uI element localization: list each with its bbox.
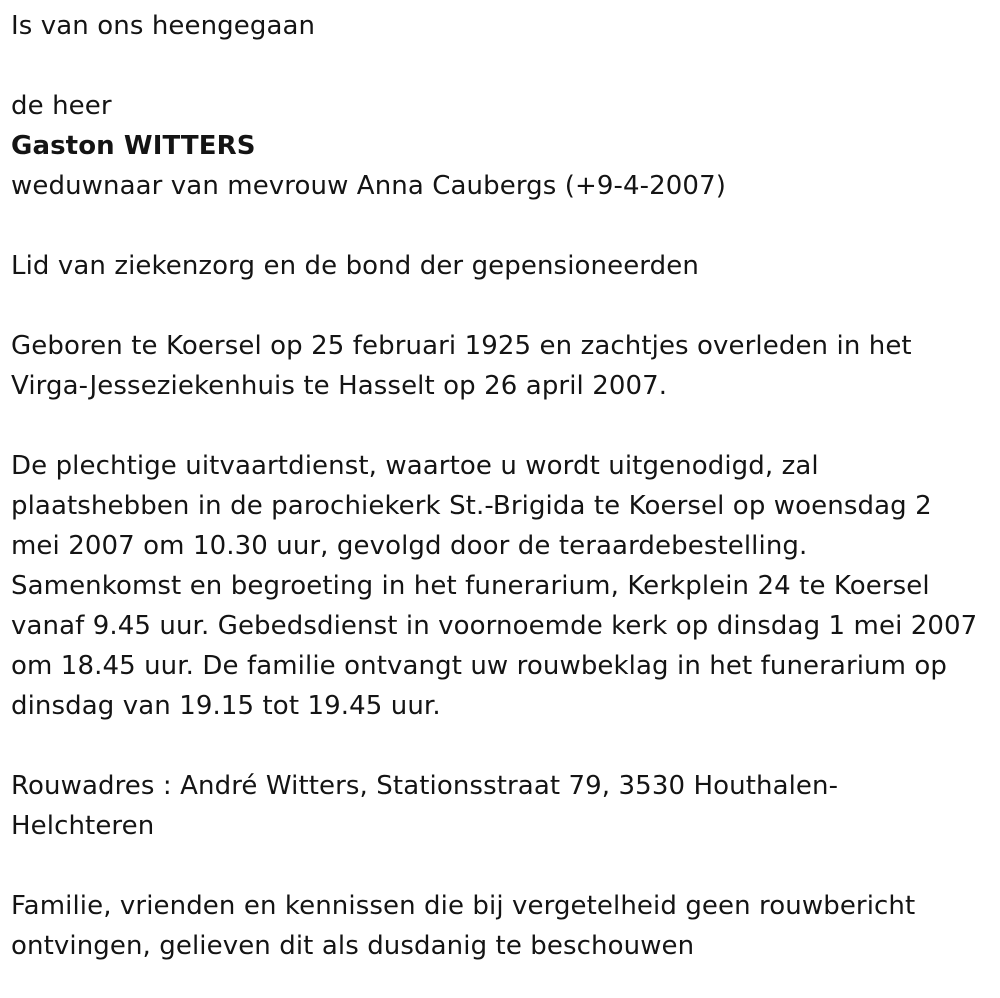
paragraph-line: dinsdag van 19.15 tot 19.45 uur. (11, 691, 441, 721)
paragraph-line: Geboren te Koersel op 25 februari 1925 en zachtjes overleden in het (11, 331, 912, 361)
paragraph-line: Samenkomst en begroeting in het funerarium, Kerkplein 24 te Koersel (11, 571, 930, 601)
paragraph-line: Helchteren (11, 811, 155, 841)
paragraph-line: mei 2007 om 10.30 uur, gevolgd door de teraardebestelling. (11, 531, 808, 561)
spacer (11, 726, 996, 766)
paragraph-line: vanaf 9.45 uur. Gebedsdienst in voornoemde kerk op dinsdag 1 mei 2007 (11, 611, 978, 641)
deceased-name: Gaston WITTERS (11, 131, 256, 161)
salutation: de heer (11, 91, 112, 121)
paragraph-line: De plechtige uitvaartdienst, waartoe u wordt uitgenodigd, zal (11, 451, 819, 481)
paragraph-line: om 18.45 uur. De familie ontvangt uw rouwbeklag in het funerarium op (11, 651, 948, 681)
spacer (11, 286, 996, 326)
paragraph-line: Rouwadres : André Witters, Stationsstraat 79, 3530 Houthalen- (11, 771, 839, 801)
spouse-line: weduwnaar van mevrouw Anna Caubergs (+9-4-2007) (11, 171, 726, 201)
paragraph-line: Virga-Jesseziekenhuis te Hasselt op 26 april 2007. (11, 371, 668, 401)
paragraph-line: Familie, vrienden en kennissen die bij vergetelheid geen rouwbericht (11, 891, 916, 921)
paragraph-line: plaatshebben in de parochiekerk St.-Brigida te Koersel op woensdag 2 (11, 491, 932, 521)
closing-paragraph (11, 886, 996, 966)
spacer (11, 846, 996, 886)
death-notice (11, 6, 996, 966)
spacer (11, 406, 996, 446)
address-paragraph (11, 766, 996, 846)
membership-line: Lid van ziekenzorg en de bond der gepensioneerden (11, 251, 699, 281)
birth-death-paragraph (11, 326, 996, 406)
funeral-paragraph (11, 446, 996, 726)
paragraph-line: ontvingen, gelieven dit als dusdanig te beschouwen (11, 931, 695, 961)
spacer (11, 46, 996, 86)
spacer (11, 206, 996, 246)
intro-line: Is van ons heengegaan (11, 11, 316, 41)
